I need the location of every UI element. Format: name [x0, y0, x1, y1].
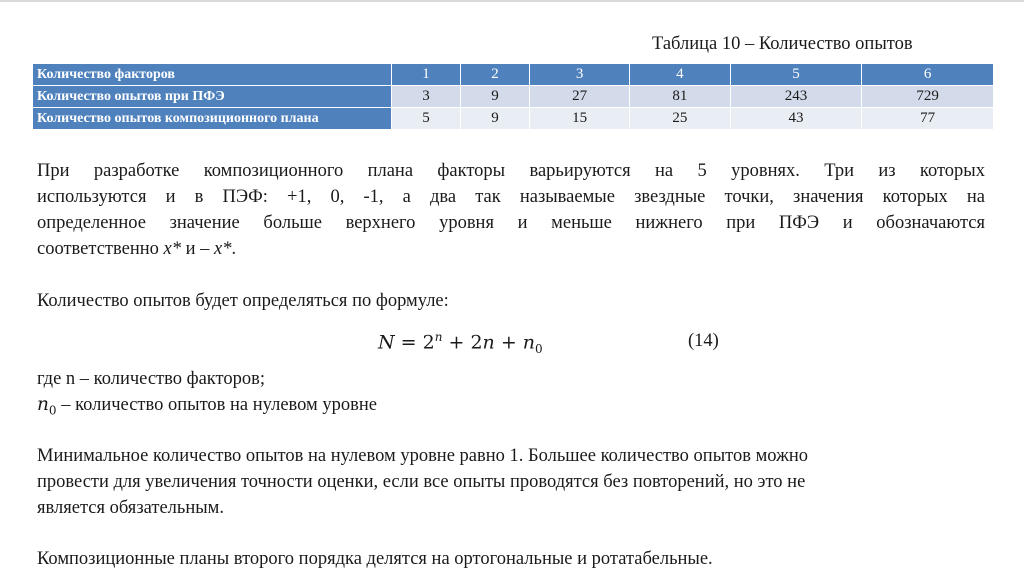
paragraph-line: используются и в ПЭФ: +1, 0, -1, а два так называемые звездные точки, значения которых на [37, 187, 985, 207]
equation-number: (14) [688, 331, 719, 351]
top-divider [0, 0, 1024, 2]
paragraph-line: является обязательным. [37, 498, 224, 518]
paragraph-formula-intro: Количество опытов будет определяться по формуле: [37, 291, 449, 311]
header-cell: 6 [862, 64, 994, 86]
table-header-row [33, 64, 994, 86]
paragraph-line: соответственно x* и – x*. [37, 239, 237, 259]
paragraph-line: определенное значение больше верхнего уровня и меньше нижнего при ПФЭ и обозначаются [37, 213, 985, 233]
table-cell: 243 [730, 86, 862, 108]
table-cell: 25 [630, 108, 730, 130]
header-cell: 3 [529, 64, 629, 86]
where-line-n0: $n_0$ – количество опытов на нулевом уровне [37, 394, 377, 418]
paragraph-levels [37, 158, 985, 262]
table-cell: 9 [460, 108, 529, 130]
star-point-minus: x* [214, 239, 232, 259]
star-point-plus: x* [163, 239, 181, 259]
where-line-n: где n – количество факторов; [37, 369, 266, 389]
table-cell: 3 [392, 86, 461, 108]
row-label: Количество опытов при ПФЭ [33, 86, 392, 108]
table-cell: 9 [460, 86, 529, 108]
table-cell: 27 [529, 86, 629, 108]
experiments-table [32, 63, 994, 130]
table-caption: Таблица 10 – Количество опытов [652, 34, 913, 54]
where-block [37, 366, 985, 424]
paragraph-line: Минимальное количество опытов на нулевом уровне равно 1. Большее количество опытов можно [37, 446, 809, 466]
paragraph-line: При разработке композиционного плана факторы варьируются на 5 уровнях. Три из которых [37, 161, 985, 181]
table-cell: 15 [529, 108, 629, 130]
paragraph-plan-types: Композиционные планы второго порядка делятся на ортогональные и ротатабельные. [37, 549, 713, 569]
table-cell: 729 [862, 86, 994, 108]
header-cell: 2 [460, 64, 529, 86]
table-cell: 81 [630, 86, 730, 108]
header-cell: 5 [730, 64, 862, 86]
formula: $N = 2^n + 2n + n_0$ [378, 330, 543, 357]
row-label: Количество опытов композиционного плана [33, 108, 392, 130]
table-cell: 5 [392, 108, 461, 130]
header-cell: 1 [392, 64, 461, 86]
header-cell: 4 [630, 64, 730, 86]
paragraph-minimum [37, 443, 985, 521]
header-label: Количество факторов [33, 64, 392, 86]
table-cell: 77 [862, 108, 994, 130]
table-row [33, 108, 994, 130]
table-cell: 43 [730, 108, 862, 130]
paragraph-line: провести для увеличения точности оценки, если все опыты проводятся без повторений, но это не [37, 472, 806, 492]
table-row [33, 86, 994, 108]
